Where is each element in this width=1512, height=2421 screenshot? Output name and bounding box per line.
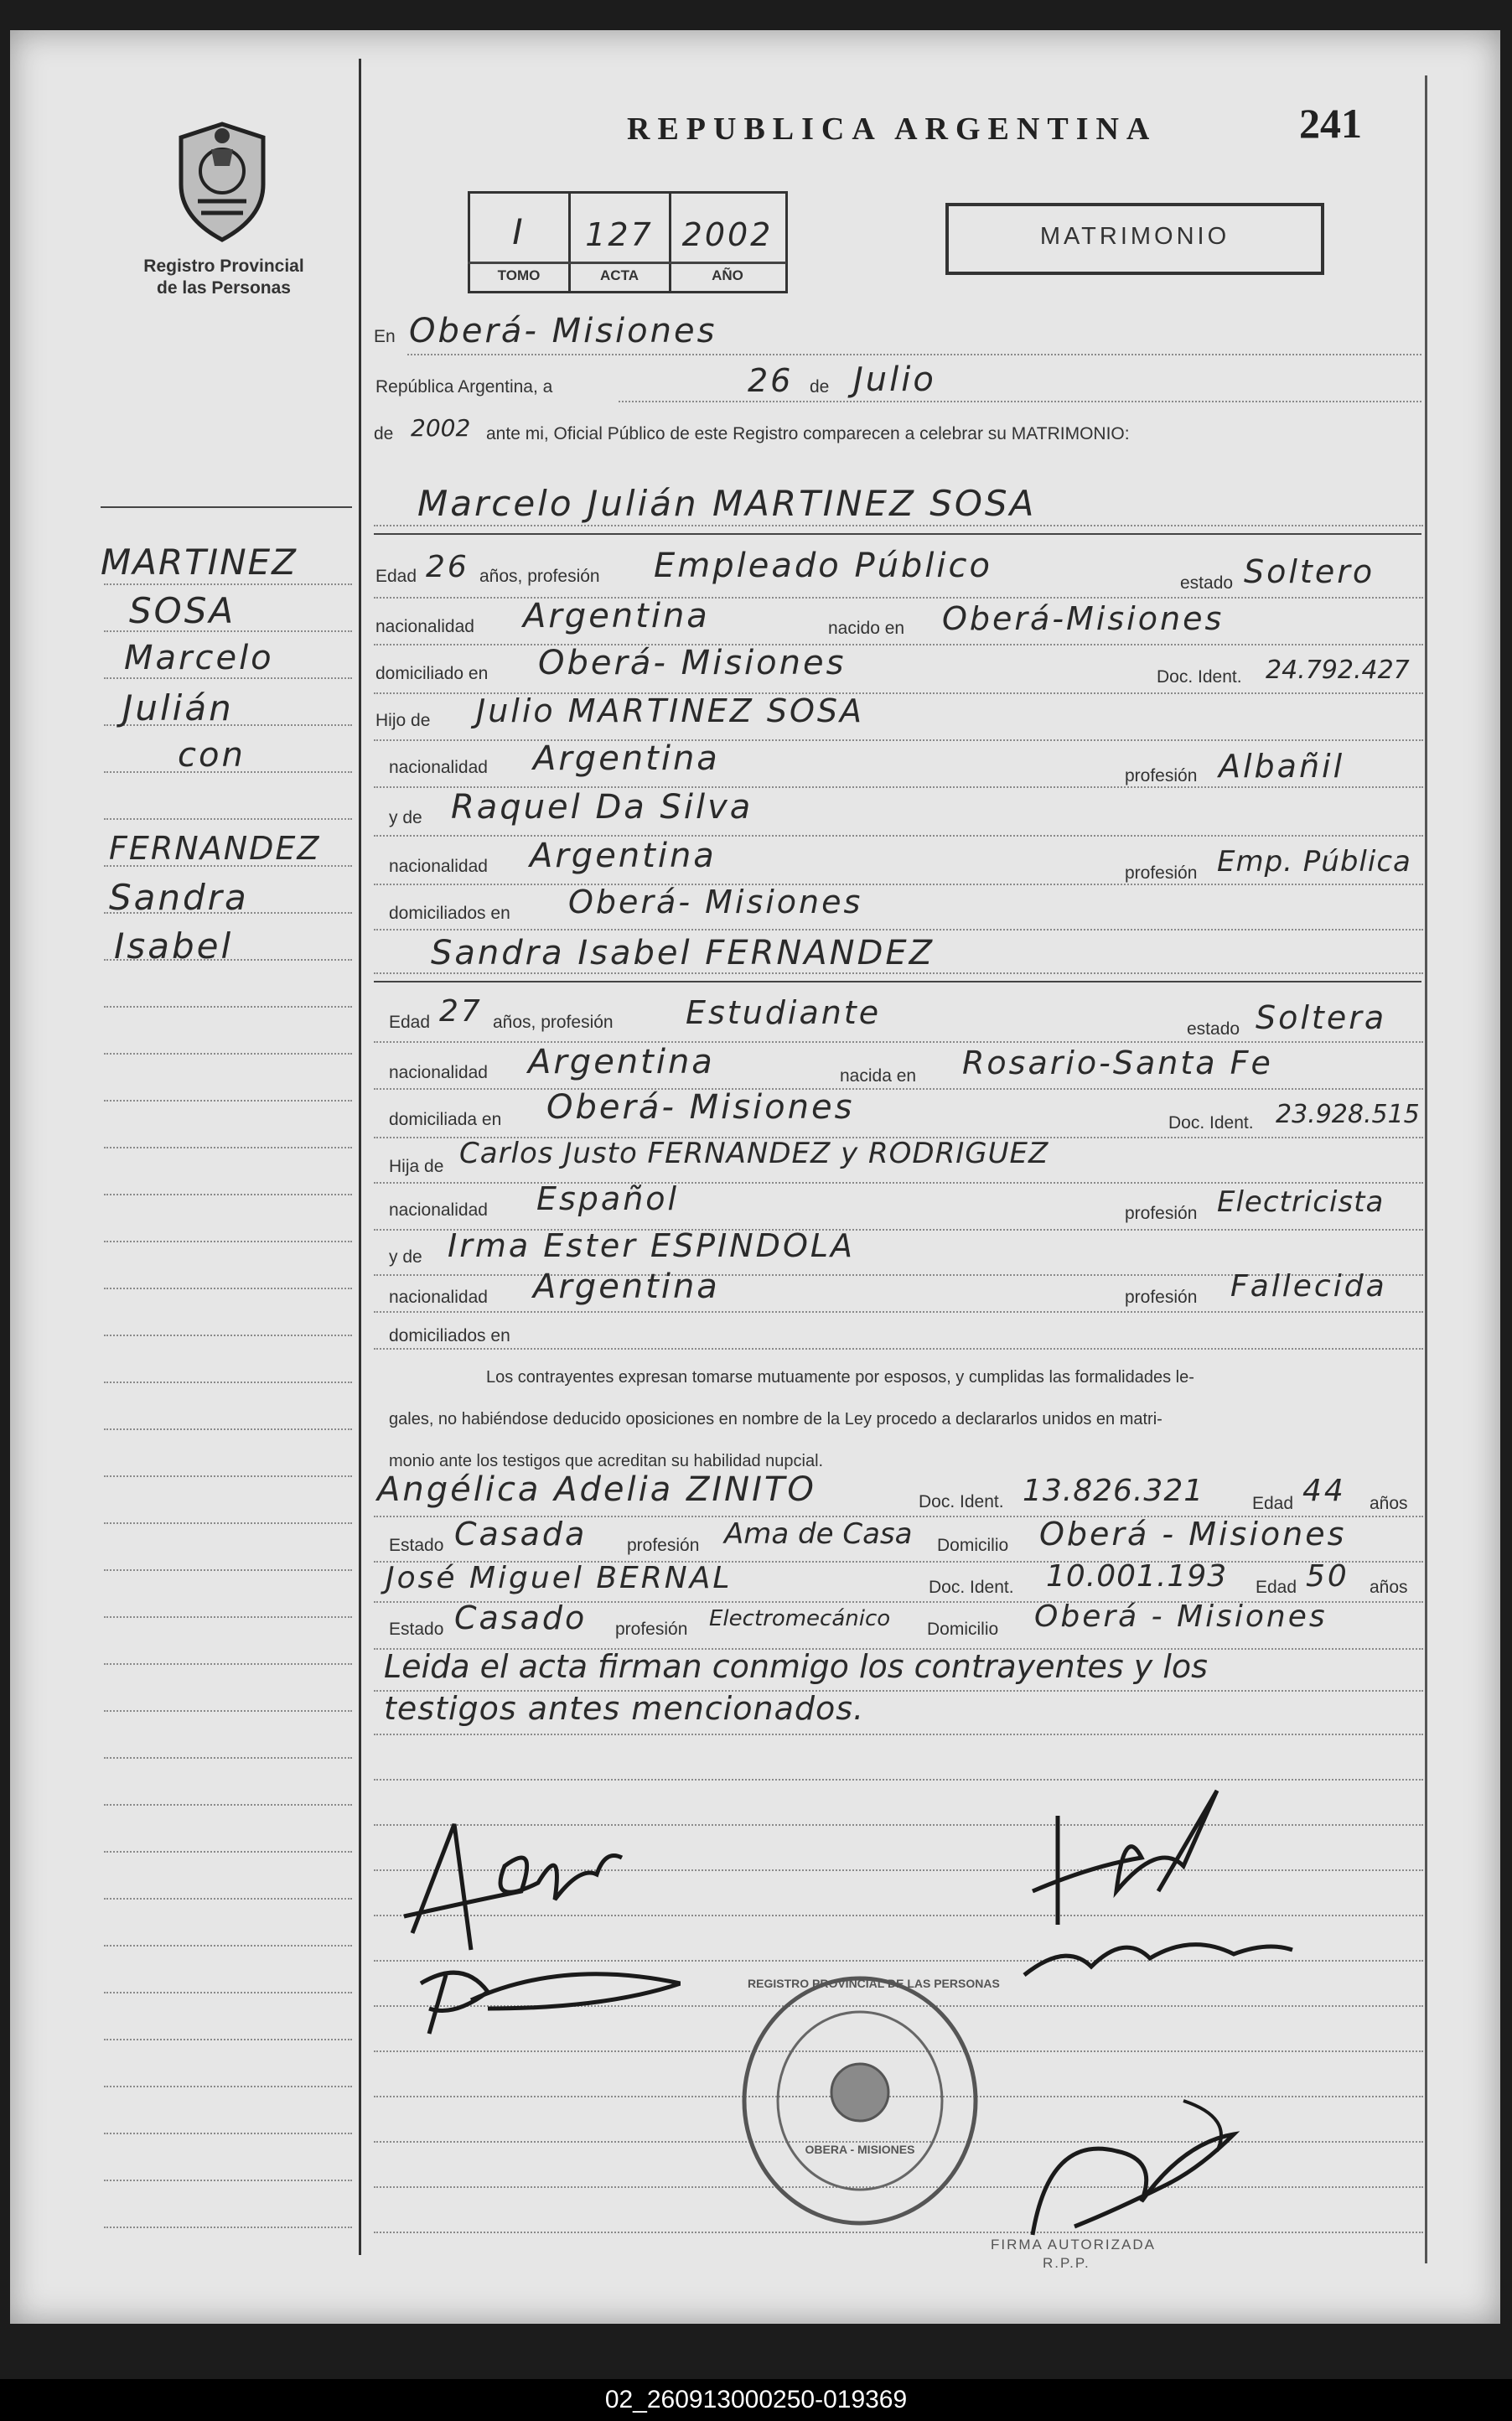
groom-mother-profession: Emp. Pública — [1217, 845, 1411, 879]
margin-ruled-line — [104, 677, 352, 679]
groom-doc-number: 24.792.427 — [1266, 656, 1410, 685]
groom-father-nat-label: nacionalidad — [389, 758, 488, 777]
groom-domicile: Oberá- Misiones — [538, 644, 847, 682]
groom-nat-label: nacionalidad — [375, 617, 474, 636]
margin-ruled-line — [104, 1194, 352, 1195]
margin-name-5: con — [178, 736, 246, 775]
margin-ruled-line — [104, 1569, 352, 1571]
margin-ruled-line — [104, 1945, 352, 1947]
margin-ruled-line — [104, 2039, 352, 2040]
bride-anos-prof-label: años, profesión — [493, 1013, 614, 1032]
groom-father: Julio MARTINEZ SOSA — [476, 692, 865, 729]
margin-name-7: Sandra — [109, 877, 249, 918]
registry-stamp — [734, 1975, 1000, 2227]
registry-crest-logo — [169, 119, 275, 245]
margin-ruled-line — [104, 2227, 352, 2228]
margin-name-8: Isabel — [114, 925, 234, 967]
witness1-prof-label: profesión — [627, 1536, 700, 1555]
margin-name-3: Marcelo — [124, 639, 274, 677]
groom-father-profession: Albañil — [1219, 748, 1345, 785]
tomo-value: I — [512, 211, 526, 252]
witness1-status: Casada — [454, 1516, 588, 1553]
ruled-line — [374, 2232, 1423, 2233]
closing-line2: testigos antes mencionados. — [384, 1690, 865, 1727]
groom-yde-label: y de — [389, 808, 422, 827]
intro-day: 26 — [748, 362, 794, 399]
witness2-estado-label: Estado — [389, 1620, 444, 1639]
groom-parents-domicile: Oberá- Misiones — [568, 884, 863, 920]
groom-status: Soltero — [1244, 553, 1375, 590]
witness2-age: 50 — [1306, 1559, 1349, 1594]
groom-mother-prof-label: profesión — [1125, 863, 1198, 883]
margin-ruled-line — [104, 1522, 352, 1524]
witness1-edad-label: Edad — [1252, 1494, 1294, 1513]
margin-ruled-line — [104, 1616, 352, 1618]
appear-text: ante mi, Oficial Público de este Registro comparecen a celebrar su MATRIMONIO: — [486, 424, 1130, 443]
registry-name-line2: de las Personas — [157, 278, 291, 298]
bride-mother-prof-label: profesión — [1125, 1288, 1198, 1307]
bride-mother-nat-label: nacionalidad — [389, 1288, 488, 1307]
margin-ruled-line — [104, 1006, 352, 1008]
bride-nacida-label: nacida en — [840, 1066, 917, 1086]
groom-edad-label: Edad — [375, 567, 417, 586]
witness2-edad-label: Edad — [1256, 1578, 1297, 1597]
en-label: En — [374, 327, 396, 346]
groom-parents-dom-label: domiciliados en — [389, 904, 510, 923]
acta-value: 127 — [585, 216, 654, 253]
bride-domicile: Oberá- Misiones — [546, 1088, 855, 1127]
bride-father-profession: Electricista — [1217, 1185, 1385, 1219]
bride-yde-label: y de — [389, 1247, 422, 1267]
groom-birthplace: Oberá-Misiones — [942, 600, 1225, 637]
bride-nat-label: nacionalidad — [389, 1063, 488, 1082]
groom-section-rule — [374, 533, 1421, 535]
margin-ruled-line — [104, 1053, 352, 1055]
margin-name-4: Julián — [122, 687, 234, 728]
declaration-line1: Los contrayentes expresan tomarse mutuamente por esposos, y cumplidas las formalidades le- — [486, 1368, 1194, 1387]
bride-nationality: Argentina — [528, 1043, 715, 1081]
groom-mother-nat-label: nacionalidad — [389, 857, 488, 876]
margin-ruled-line — [104, 1100, 352, 1102]
margin-ruled-line — [104, 1757, 352, 1759]
bride-hija-label: Hija de — [389, 1157, 444, 1176]
groom-anos-prof-label: años, profesión — [479, 567, 600, 586]
official-caption-line2: R.P.P. — [1043, 2255, 1090, 2271]
ano-label: AÑO — [712, 267, 743, 283]
groom-hijo-label: Hijo de — [375, 711, 431, 730]
bride-estado-label: estado — [1187, 1019, 1240, 1039]
margin-name-1: MARTINEZ — [101, 542, 298, 583]
declaration-line3: monio ante los testigos que acreditan su habilidad nupcial. — [389, 1452, 824, 1470]
margin-ruled-line — [104, 1241, 352, 1242]
witness2-profession: Electromecánico — [709, 1606, 891, 1631]
groom-father-prof-label: profesión — [1125, 766, 1198, 785]
margin-ruled-line — [104, 2086, 352, 2087]
register-page — [10, 30, 1500, 2324]
margin-ruled-line — [104, 1851, 352, 1853]
registry-name-line1: Registro Provincial — [143, 257, 304, 276]
official-signature — [1016, 2084, 1251, 2256]
witness1-estado-label: Estado — [389, 1536, 444, 1555]
bride-mother: Irma Ester ESPINDOLA — [448, 1227, 856, 1264]
ano-value: 2002 — [681, 216, 774, 253]
bride-father-nationality: Español — [536, 1180, 680, 1217]
margin-ruled-line — [104, 1382, 352, 1383]
closing-line1: Leida el acta firman conmigo los contrayentes y los — [384, 1648, 1208, 1685]
witness1-dom-label: Domicilio — [937, 1536, 1009, 1555]
stamp-inner-text: OBERA - MISIONES — [805, 2143, 915, 2156]
bride-age: 27 — [439, 994, 483, 1029]
bride-doc-label: Doc. Ident. — [1168, 1113, 1254, 1133]
groom-estado-label: estado — [1180, 573, 1234, 593]
margin-name-2: SOSA — [129, 590, 236, 631]
scan-identifier: 02_260913000250-019369 — [0, 2379, 1512, 2421]
groom-age: 26 — [426, 550, 469, 584]
bride-mother-profession: Fallecida — [1230, 1269, 1387, 1304]
witness1-doc: 13.826.321 — [1023, 1474, 1204, 1508]
republica-label: República Argentina, a — [375, 377, 553, 397]
de2-label: de — [374, 424, 394, 443]
witness1-domicile: Oberá - Misiones — [1039, 1516, 1347, 1553]
groom-profession: Empleado Público — [654, 547, 992, 585]
witness2-doc-label: Doc. Ident. — [929, 1578, 1014, 1597]
witness2-prof-label: profesión — [615, 1620, 688, 1639]
declaration-line2: gales, no habiéndose deducido oposiciones en nombre de la Ley procedo a declararlos unidos en matri- — [389, 1410, 1162, 1428]
margin-ruled-line — [104, 1335, 352, 1336]
margin-ruled-line — [104, 1898, 352, 1900]
groom-doc-label: Doc. Ident. — [1157, 667, 1242, 687]
margin-ruled-line — [104, 1288, 352, 1289]
groom-nacido-label: nacido en — [828, 619, 905, 638]
witness2-name: José Miguel BERNAL — [386, 1561, 733, 1595]
stamp-text: REGISTRO PROVINCIAL DE LAS PERSONAS — [748, 1977, 1000, 1990]
witness1-name: Angélica Adelia ZINITO — [377, 1470, 816, 1509]
bride-dom-label: domiciliada en — [389, 1110, 502, 1129]
document-type-label: MATRIMONIO — [1039, 223, 1230, 250]
tomo-label: TOMO — [497, 267, 541, 283]
bride-birthplace: Rosario-Santa Fe — [962, 1045, 1273, 1081]
left-column-border — [359, 59, 361, 2255]
margin-ruled-line — [104, 1710, 352, 1712]
groom-nationality: Argentina — [523, 597, 710, 635]
acta-label: ACTA — [600, 267, 639, 283]
de-label: de — [810, 377, 830, 397]
groom-mother-nationality: Argentina — [530, 837, 717, 875]
margin-column-header-rule — [101, 506, 352, 508]
bride-father-prof-label: profesión — [1125, 1204, 1198, 1223]
witness1-doc-label: Doc. Ident. — [919, 1492, 1004, 1511]
official-caption-line1: FIRMA AUTORIZADA — [991, 2237, 1156, 2253]
margin-ruled-line — [104, 1147, 352, 1148]
bride-parents-dom-label: domiciliados en — [389, 1326, 510, 1345]
witness1-age: 44 — [1302, 1474, 1346, 1508]
bride-signature — [1016, 1765, 1301, 2004]
groom-signature — [396, 1791, 681, 2046]
margin-ruled-line — [104, 1804, 352, 1806]
witness2-anos-label: años — [1370, 1578, 1408, 1597]
groom-full-name: Marcelo Julián MARTINEZ SOSA — [417, 483, 1037, 524]
witness2-dom-label: Domicilio — [927, 1620, 999, 1639]
groom-father-nationality: Argentina — [533, 739, 720, 778]
bride-doc-number: 23.928.515 — [1276, 1100, 1420, 1129]
right-column-border — [1425, 75, 1427, 2263]
margin-name-6: FERNANDEZ — [109, 830, 321, 867]
bride-mother-nationality: Argentina — [533, 1268, 720, 1306]
margin-ruled-line — [104, 1992, 352, 1993]
republic-heading: REPUBLICA ARGENTINA — [627, 111, 1157, 147]
bride-father-nat-label: nacionalidad — [389, 1200, 488, 1220]
margin-ruled-line — [104, 1428, 352, 1430]
witness1-anos-label: años — [1370, 1494, 1408, 1513]
witness2-status: Casado — [454, 1599, 588, 1636]
margin-ruled-line — [104, 1475, 352, 1477]
bride-status: Soltera — [1256, 999, 1387, 1036]
witness2-doc: 10.001.193 — [1046, 1559, 1228, 1594]
margin-ruled-line — [104, 2133, 352, 2134]
bride-father: Carlos Justo FERNANDEZ y RODRIGUEZ — [459, 1137, 1049, 1170]
intro-month: Julio — [853, 360, 936, 399]
intro-place: Oberá- Misiones — [409, 312, 717, 350]
page-number: 241 — [1299, 100, 1362, 147]
intro-year: 2002 — [411, 414, 471, 442]
margin-ruled-line — [104, 818, 352, 820]
bride-full-name: Sandra Isabel FERNANDEZ — [431, 934, 935, 972]
groom-mother: Raquel Da Silva — [451, 788, 753, 827]
margin-ruled-line — [104, 2180, 352, 2181]
bride-edad-label: Edad — [389, 1013, 431, 1032]
margin-ruled-line — [104, 583, 352, 585]
witness2-domicile: Oberá - Misiones — [1034, 1599, 1328, 1634]
margin-ruled-line — [104, 1663, 352, 1665]
bride-section-rule — [374, 981, 1421, 982]
witness1-profession: Ama de Casa — [724, 1517, 913, 1551]
bride-profession: Estudiante — [686, 994, 882, 1031]
groom-dom-label: domiciliado en — [375, 664, 489, 683]
